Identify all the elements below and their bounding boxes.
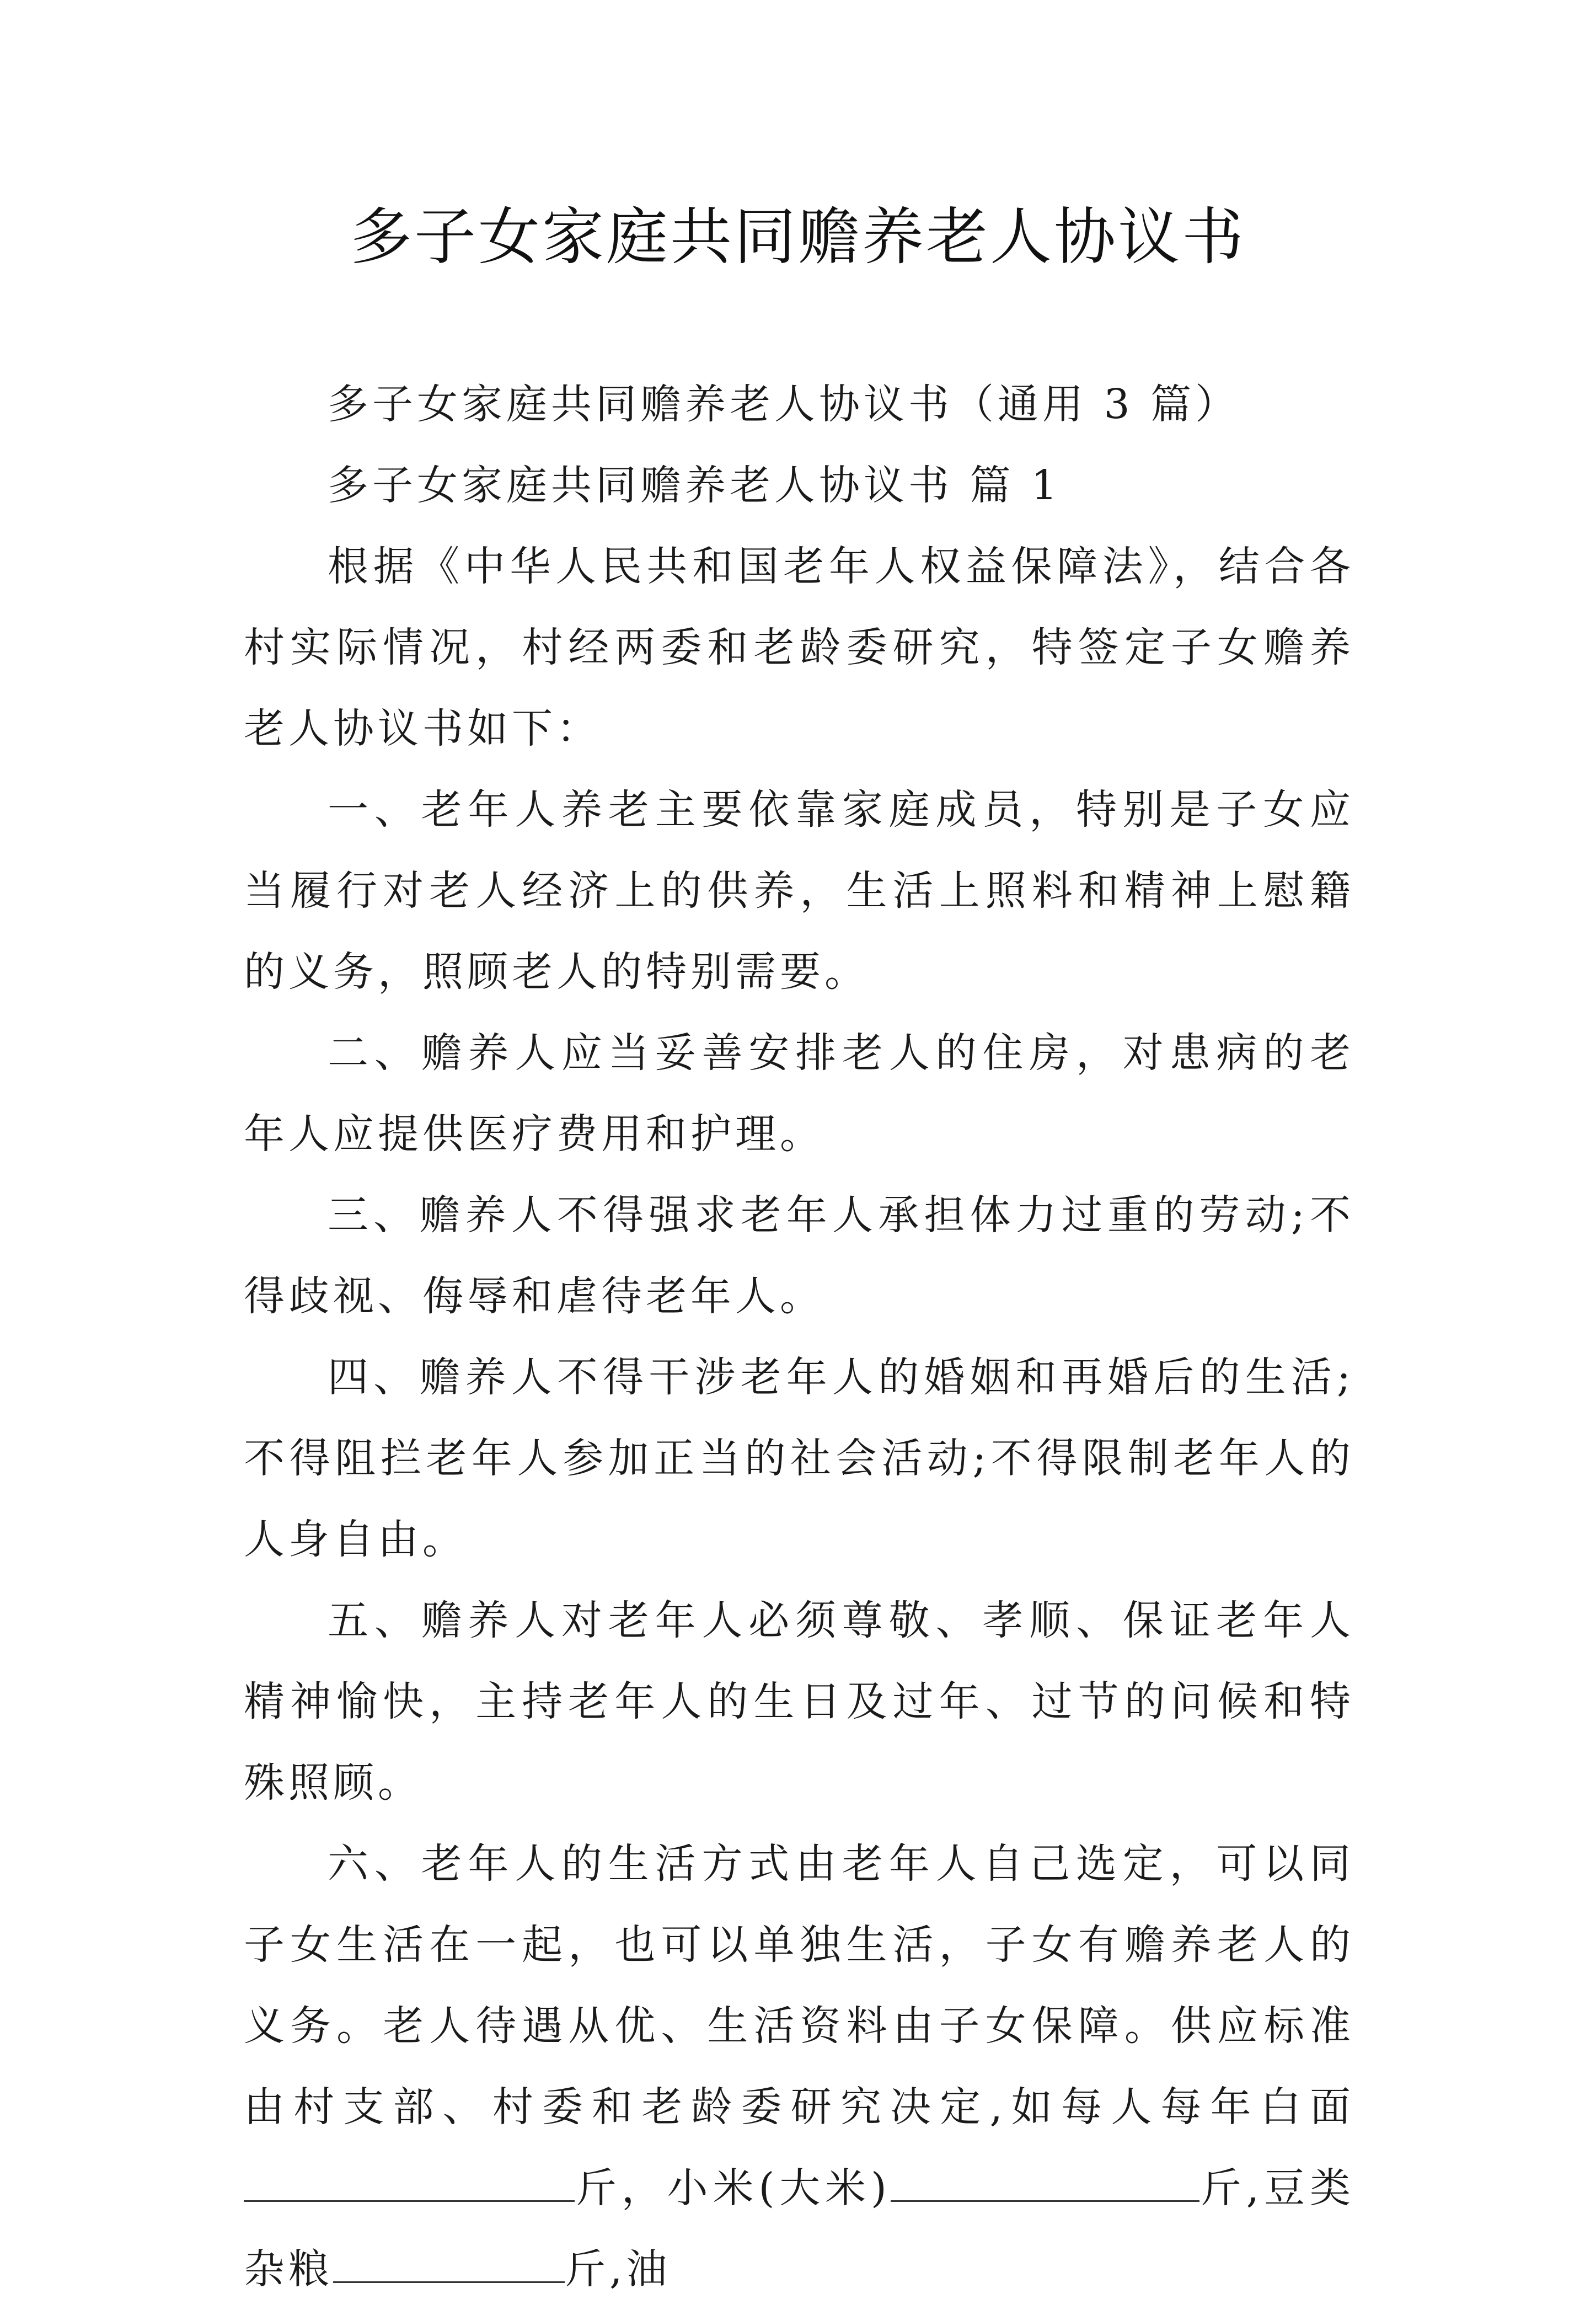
paragraph-item-1: 一、老年人养老主要依靠家庭成员，特别是子女应当履行对老人经济上的供养，生活上照料和精神上慰籍的义务，照顾老人的特别需要。 bbox=[244, 786, 1354, 996]
paragraph-item-3: 三、赡养人不得强求老年人承担体力过重的劳动;不得歧视、侮辱和虐待老年人。 bbox=[244, 1191, 1354, 1320]
item-6-unit-3: 斤,油 bbox=[565, 2245, 671, 2293]
paragraph-intro: 根据《中华人民共和国老年人权益保障法》，结合各村实际情况，村经两委和老龄委研究，特签定子女赡养老人协议书如下： bbox=[244, 543, 1354, 752]
paragraph-item-2: 二、赡养人应当妥善安排老人的住房，对患病的老年人应提供医疗费用和护理。 bbox=[244, 1029, 1354, 1158]
fill-blank-white-flour[interactable] bbox=[244, 2162, 575, 2202]
paragraph-item-6 bbox=[244, 1824, 1354, 2310]
document-body bbox=[244, 364, 1354, 2310]
fill-blank-beans-grains[interactable] bbox=[333, 2243, 565, 2283]
item-6-text: 六、老年人的生活方式由老年人自己选定，可以同子女生活在一起，也可以单独生活，子女有赡养老人的义务。老人待遇从优、生活资料由子女保障。供应标准由村支部、村委和老龄委研究决定,如每人每年白面 bbox=[244, 1840, 1354, 2131]
document-title: 多子女家庭共同赡养老人协议书 bbox=[350, 201, 1246, 273]
item-6-unit-1: 斤，小米(大米) bbox=[575, 2164, 891, 2212]
item-6-unit-2: 斤,豆类杂粮 bbox=[244, 2164, 1354, 2293]
paragraph-item-4: 四、赡养人不得干涉老年人的婚姻和再婚后的生活;不得阻拦老年人参加正当的社会活动;不得限制老年人的人身自由。 bbox=[244, 1354, 1354, 1563]
paragraph-item-5: 五、赡养人对老年人必须尊敬、孝顺、保证老年人精神愉快，主持老年人的生日及过年、过节的问候和特殊照顾。 bbox=[244, 1597, 1354, 1806]
subtitle-line: 多子女家庭共同赡养老人协议书（通用 3 篇） bbox=[328, 381, 1240, 428]
fill-blank-millet-rice[interactable] bbox=[891, 2162, 1199, 2202]
section-heading: 多子女家庭共同赡养老人协议书 篇 1 bbox=[328, 462, 1062, 509]
